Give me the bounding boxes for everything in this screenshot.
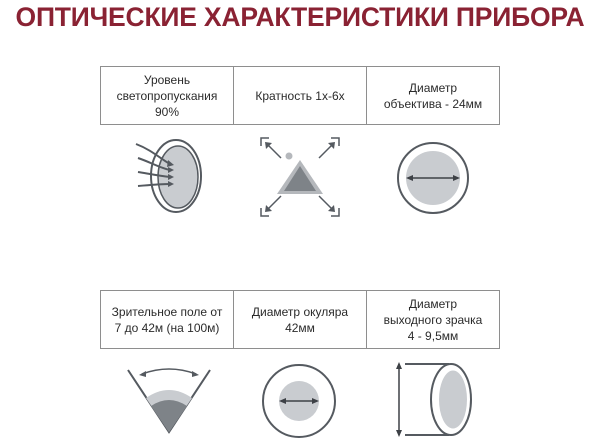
spec-field-of-view [101,291,234,348]
magnification-icon [259,136,341,218]
spec-label: Диаметр выходного зрачка 4 - 9,5мм [383,296,483,343]
spec-label: Диаметр окуляра 42мм [251,304,349,335]
spec-label: Зрительное поле от 7 до 42м (на 100м) [111,304,223,335]
spec-light-transmission [101,67,234,124]
spec-label: Уровень светопропускания 90% [116,72,218,119]
page-title: ОПТИЧЕСКИЕ ХАРАКТЕРИСТИКИ ПРИБОРА [15,2,585,32]
spec-label: Кратность 1х-6х [255,88,345,103]
spec-magnification [234,67,367,124]
spec-objective-diameter [367,67,499,124]
spec-exit-pupil [367,291,499,348]
specs-row-1 [100,66,500,125]
field-of-view-icon [126,362,212,434]
spec-eyepiece-diameter [234,291,367,348]
eyepiece-diameter-icon [261,362,337,439]
exit-pupil-icon [393,360,475,439]
objective-diameter-icon [395,140,471,216]
spec-label: Диаметр объектива - 24мм [383,80,483,111]
specs-row-2 [100,290,500,349]
lens-light-transmission-icon [128,136,208,218]
